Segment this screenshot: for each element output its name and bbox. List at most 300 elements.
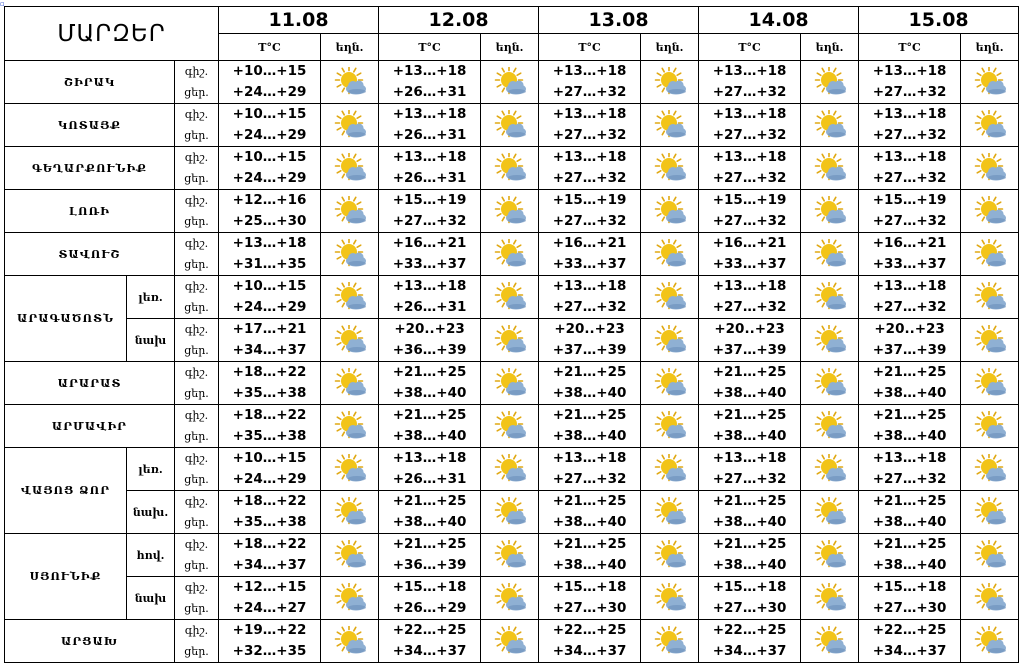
day-temperature: +26…+29 <box>392 600 467 616</box>
night-day-labels <box>175 577 219 620</box>
temperature-cell <box>219 620 321 663</box>
date-header: 11.08 <box>219 7 379 34</box>
temperature-cell <box>539 319 641 362</box>
night-temperature: +13…+18 <box>552 106 627 122</box>
sub-area-label: լեռ. <box>127 276 175 319</box>
night-temperature: +13…+18 <box>392 450 467 466</box>
weather-cell <box>961 319 1019 362</box>
day-temperature: +33…+37 <box>712 256 787 272</box>
day-temperature: +24…+29 <box>232 127 307 143</box>
weather-cell <box>961 405 1019 448</box>
partly-cloudy-sun-icon <box>812 158 848 177</box>
weather-cell <box>481 534 539 577</box>
table-row <box>5 491 1019 534</box>
partly-cloudy-sun-icon <box>332 201 368 220</box>
night-temperature: +13…+18 <box>712 149 787 165</box>
temperature-cell <box>539 491 641 534</box>
night-temperature: +10…+15 <box>232 278 307 294</box>
region-name: ԿՈՏԱՅՔ <box>5 104 175 147</box>
night-temperature: +10…+15 <box>232 63 307 79</box>
night-label: գիշ. <box>184 452 209 465</box>
partly-cloudy-sun-icon <box>652 330 688 349</box>
table-row <box>5 147 1019 190</box>
day-temperature: +36…+39 <box>392 557 467 573</box>
day-temperature: +24…+29 <box>232 84 307 100</box>
day-temperature: +32…+35 <box>232 643 307 659</box>
night-temperature: +18…+22 <box>232 364 307 380</box>
partly-cloudy-sun-icon <box>652 72 688 91</box>
partly-cloudy-sun-icon <box>972 459 1008 478</box>
day-temperature: +27…+32 <box>552 213 627 229</box>
temperature-cell <box>859 362 961 405</box>
night-label: գիշ. <box>184 237 209 250</box>
day-temperature: +26…+31 <box>392 299 467 315</box>
temperature-cell <box>539 147 641 190</box>
night-temperature: +20..+23 <box>714 321 785 337</box>
day-temperature: +27…+30 <box>552 600 627 616</box>
weather-column-header: եղն. <box>481 34 539 61</box>
weather-cell <box>481 190 539 233</box>
day-temperature: +34…+37 <box>232 342 307 358</box>
day-temperature: +27…+32 <box>872 299 947 315</box>
day-temperature: +33…+37 <box>552 256 627 272</box>
partly-cloudy-sun-icon <box>652 502 688 521</box>
temperature-cell <box>379 61 481 104</box>
day-temperature: +38…+40 <box>872 428 947 444</box>
night-temperature: +21…+25 <box>552 536 627 552</box>
day-label: ցեր. <box>184 559 209 572</box>
night-label: գիշ. <box>184 280 209 293</box>
partly-cloudy-sun-icon <box>972 502 1008 521</box>
night-temperature: +13…+18 <box>392 106 467 122</box>
day-temperature: +36…+39 <box>392 342 467 358</box>
weather-cell <box>801 620 859 663</box>
night-day-labels <box>175 104 219 147</box>
weather-cell <box>801 491 859 534</box>
weather-cell <box>481 104 539 147</box>
weather-cell <box>961 104 1019 147</box>
weather-column-header: եղն. <box>641 34 699 61</box>
partly-cloudy-sun-icon <box>332 115 368 134</box>
weather-cell <box>641 448 699 491</box>
partly-cloudy-sun-icon <box>332 158 368 177</box>
partly-cloudy-sun-icon <box>652 201 688 220</box>
night-temperature: +21…+25 <box>392 493 467 509</box>
temperature-cell <box>699 233 801 276</box>
region-name: ԳԵՂԱՐՔՈՒՆԻՔ <box>5 147 175 190</box>
day-temperature: +26…+31 <box>392 471 467 487</box>
day-temperature: +38…+40 <box>872 385 947 401</box>
temperature-cell <box>219 362 321 405</box>
partly-cloudy-sun-icon <box>972 631 1008 650</box>
partly-cloudy-sun-icon <box>972 115 1008 134</box>
partly-cloudy-sun-icon <box>332 588 368 607</box>
temperature-cell <box>219 577 321 620</box>
day-temperature: +27…+32 <box>392 213 467 229</box>
temperature-cell <box>379 147 481 190</box>
night-temperature: +19…+22 <box>232 622 307 638</box>
night-temperature: +10…+15 <box>232 450 307 466</box>
partly-cloudy-sun-icon <box>972 201 1008 220</box>
weather-cell <box>801 534 859 577</box>
temperature-cell <box>699 362 801 405</box>
partly-cloudy-sun-icon <box>812 502 848 521</box>
day-temperature: +33…+37 <box>392 256 467 272</box>
table-row <box>5 104 1019 147</box>
temperature-cell <box>219 534 321 577</box>
temperature-cell <box>379 190 481 233</box>
partly-cloudy-sun-icon <box>652 416 688 435</box>
night-label: գիշ. <box>184 366 209 379</box>
partly-cloudy-sun-icon <box>332 545 368 564</box>
day-label: ցեր. <box>184 430 209 443</box>
temperature-cell <box>219 233 321 276</box>
temperature-cell <box>379 319 481 362</box>
table-row <box>5 190 1019 233</box>
night-temperature: +20..+23 <box>394 321 465 337</box>
temperature-cell <box>539 276 641 319</box>
day-temperature: +38…+40 <box>552 557 627 573</box>
partly-cloudy-sun-icon <box>972 545 1008 564</box>
weather-cell <box>321 276 379 319</box>
sub-area-label: նախ. <box>127 491 175 534</box>
temperature-cell <box>379 620 481 663</box>
table-row <box>5 61 1019 104</box>
temperature-cell <box>219 147 321 190</box>
weather-cell <box>321 448 379 491</box>
weather-cell <box>481 448 539 491</box>
region-name: ԼՈՌԻ <box>5 190 175 233</box>
day-label: ցեր. <box>184 602 209 615</box>
temperature-cell <box>539 233 641 276</box>
night-temperature: +15…+19 <box>872 192 947 208</box>
night-temperature: +15…+19 <box>712 192 787 208</box>
partly-cloudy-sun-icon <box>492 588 528 607</box>
day-label: ցեր. <box>184 129 209 142</box>
night-temperature: +21…+25 <box>552 493 627 509</box>
day-label: ցեր. <box>184 172 209 185</box>
night-day-labels <box>175 534 219 577</box>
night-temperature: +13…+18 <box>712 63 787 79</box>
night-label: գիշ. <box>184 65 209 78</box>
weather-cell <box>961 276 1019 319</box>
night-day-labels <box>175 491 219 534</box>
temperature-cell <box>859 104 961 147</box>
weather-cell <box>321 620 379 663</box>
day-label: ցեր. <box>184 258 209 271</box>
night-temperature: +21…+25 <box>712 364 787 380</box>
table-row <box>5 620 1019 663</box>
day-temperature: +34…+37 <box>392 643 467 659</box>
weather-cell <box>961 491 1019 534</box>
day-label: ցեր. <box>184 645 209 658</box>
partly-cloudy-sun-icon <box>652 158 688 177</box>
region-name: ԱՐԱԳԱԾՈՏՆ <box>5 276 127 362</box>
region-name: ԱՐՑԱԽ <box>5 620 175 663</box>
day-temperature: +27…+32 <box>552 170 627 186</box>
weather-column-header: եղն. <box>801 34 859 61</box>
weather-cell <box>641 276 699 319</box>
weather-cell <box>801 233 859 276</box>
partly-cloudy-sun-icon <box>652 631 688 650</box>
night-temperature: +16…+21 <box>552 235 627 251</box>
night-temperature: +21…+25 <box>712 536 787 552</box>
night-label: գիշ. <box>184 581 209 594</box>
day-temperature: +38…+40 <box>392 514 467 530</box>
night-temperature: +18…+22 <box>232 536 307 552</box>
weather-cell <box>321 319 379 362</box>
night-label: գիշ. <box>184 409 209 422</box>
weather-cell <box>961 362 1019 405</box>
weather-cell <box>961 534 1019 577</box>
partly-cloudy-sun-icon <box>812 631 848 650</box>
partly-cloudy-sun-icon <box>332 244 368 263</box>
partly-cloudy-sun-icon <box>652 588 688 607</box>
temperature-cell <box>699 147 801 190</box>
day-temperature: +38…+40 <box>712 428 787 444</box>
partly-cloudy-sun-icon <box>652 545 688 564</box>
weather-cell <box>641 190 699 233</box>
weather-cell <box>641 620 699 663</box>
sub-area-label: հով. <box>127 534 175 577</box>
weather-cell <box>641 534 699 577</box>
weather-cell <box>321 104 379 147</box>
day-label: ցեր. <box>184 387 209 400</box>
day-temperature: +38…+40 <box>552 385 627 401</box>
weather-cell <box>641 233 699 276</box>
partly-cloudy-sun-icon <box>492 459 528 478</box>
table-row <box>5 319 1019 362</box>
day-temperature: +38…+40 <box>392 428 467 444</box>
day-temperature: +38…+40 <box>712 385 787 401</box>
day-temperature: +27…+32 <box>872 213 947 229</box>
weather-cell <box>321 190 379 233</box>
night-temperature: +13…+18 <box>552 149 627 165</box>
date-header: 13.08 <box>539 7 699 34</box>
night-temperature: +13…+18 <box>392 149 467 165</box>
weather-cell <box>961 61 1019 104</box>
night-temperature: +13…+18 <box>712 450 787 466</box>
temperature-cell <box>699 448 801 491</box>
night-label: գիշ. <box>184 538 209 551</box>
day-temperature: +37…+39 <box>712 342 787 358</box>
temperature-cell <box>379 534 481 577</box>
temperature-cell <box>539 190 641 233</box>
temperature-cell <box>539 577 641 620</box>
day-temperature: +27…+32 <box>552 299 627 315</box>
partly-cloudy-sun-icon <box>812 201 848 220</box>
day-label: ցեր. <box>184 473 209 486</box>
temperature-cell <box>859 405 961 448</box>
day-temperature: +34…+37 <box>232 557 307 573</box>
day-temperature: +27…+32 <box>552 127 627 143</box>
weather-cell <box>321 577 379 620</box>
night-label: գիշ. <box>184 194 209 207</box>
weather-cell <box>481 491 539 534</box>
temperature-cell <box>219 491 321 534</box>
table-row <box>5 276 1019 319</box>
temperature-cell <box>379 491 481 534</box>
night-temperature: +13…+18 <box>552 63 627 79</box>
day-temperature: +33…+37 <box>872 256 947 272</box>
day-temperature: +27…+30 <box>712 600 787 616</box>
night-day-labels <box>175 233 219 276</box>
temperature-cell <box>379 362 481 405</box>
day-temperature: +24…+29 <box>232 170 307 186</box>
weather-cell <box>481 147 539 190</box>
partly-cloudy-sun-icon <box>492 244 528 263</box>
partly-cloudy-sun-icon <box>332 330 368 349</box>
day-temperature: +38…+40 <box>552 514 627 530</box>
weather-cell <box>321 147 379 190</box>
day-label: ցեր. <box>184 301 209 314</box>
table-row <box>5 534 1019 577</box>
partly-cloudy-sun-icon <box>812 115 848 134</box>
temperature-cell <box>379 448 481 491</box>
temperature-cell <box>539 362 641 405</box>
region-name: ԱՐԱՐԱՏ <box>5 362 175 405</box>
weather-cell <box>481 362 539 405</box>
night-temperature: +21…+25 <box>872 536 947 552</box>
temperature-cell <box>699 405 801 448</box>
weather-cell <box>481 405 539 448</box>
day-temperature: +24…+29 <box>232 299 307 315</box>
day-temperature: +27…+32 <box>872 127 947 143</box>
day-label: ցեր. <box>184 86 209 99</box>
sub-area-label: լեռ. <box>127 448 175 491</box>
day-temperature: +35…+38 <box>232 385 307 401</box>
partly-cloudy-sun-icon <box>332 287 368 306</box>
night-temperature: +21…+25 <box>392 536 467 552</box>
day-temperature: +27…+32 <box>552 471 627 487</box>
night-label: գիշ. <box>184 323 209 336</box>
night-temperature: +13…+18 <box>712 278 787 294</box>
partly-cloudy-sun-icon <box>812 545 848 564</box>
day-temperature: +38…+40 <box>712 557 787 573</box>
partly-cloudy-sun-icon <box>332 459 368 478</box>
day-temperature: +26…+31 <box>392 84 467 100</box>
night-temperature: +21…+25 <box>392 407 467 423</box>
day-temperature: +26…+31 <box>392 170 467 186</box>
weather-cell <box>801 276 859 319</box>
temperature-cell <box>539 104 641 147</box>
partly-cloudy-sun-icon <box>492 545 528 564</box>
partly-cloudy-sun-icon <box>492 158 528 177</box>
weather-cell <box>641 405 699 448</box>
night-temperature: +18…+22 <box>232 493 307 509</box>
night-temperature: +21…+25 <box>872 364 947 380</box>
day-temperature: +27…+32 <box>712 299 787 315</box>
partly-cloudy-sun-icon <box>492 72 528 91</box>
night-day-labels <box>175 147 219 190</box>
night-label: գիշ. <box>184 108 209 121</box>
night-temperature: +13…+18 <box>232 235 307 251</box>
day-label: ցեր. <box>184 215 209 228</box>
weather-cell <box>801 577 859 620</box>
temperature-cell <box>539 620 641 663</box>
partly-cloudy-sun-icon <box>492 631 528 650</box>
temperature-cell <box>859 190 961 233</box>
temperature-cell <box>699 491 801 534</box>
day-temperature: +27…+32 <box>712 127 787 143</box>
weather-cell <box>801 319 859 362</box>
corner-mark: ▫ <box>0 0 5 8</box>
night-temperature: +18…+22 <box>232 407 307 423</box>
day-temperature: +25…+30 <box>232 213 307 229</box>
night-temperature: +21…+25 <box>872 407 947 423</box>
weather-cell <box>481 577 539 620</box>
weather-column-header: եղն. <box>321 34 379 61</box>
weather-cell <box>481 620 539 663</box>
day-temperature: +38…+40 <box>552 428 627 444</box>
partly-cloudy-sun-icon <box>652 459 688 478</box>
temperature-cell <box>379 577 481 620</box>
temperature-column-header: T°C <box>219 34 321 61</box>
partly-cloudy-sun-icon <box>492 287 528 306</box>
night-temperature: +16…+21 <box>392 235 467 251</box>
temperature-cell <box>859 276 961 319</box>
day-temperature: +26…+31 <box>392 127 467 143</box>
day-temperature: +37…+39 <box>552 342 627 358</box>
temperature-column-header: T°C <box>379 34 481 61</box>
partly-cloudy-sun-icon <box>652 373 688 392</box>
night-temperature: +13…+18 <box>872 450 947 466</box>
temperature-cell <box>859 147 961 190</box>
night-label: գիշ. <box>184 624 209 637</box>
night-temperature: +13…+18 <box>392 63 467 79</box>
table-row <box>5 362 1019 405</box>
weather-cell <box>321 61 379 104</box>
weather-cell <box>321 405 379 448</box>
night-temperature: +22…+25 <box>872 622 947 638</box>
day-temperature: +27…+32 <box>712 471 787 487</box>
weather-column-header: եղն. <box>961 34 1019 61</box>
partly-cloudy-sun-icon <box>492 201 528 220</box>
temperature-cell <box>379 276 481 319</box>
partly-cloudy-sun-icon <box>652 244 688 263</box>
temperature-cell <box>859 61 961 104</box>
night-day-labels <box>175 620 219 663</box>
temperature-cell <box>379 104 481 147</box>
partly-cloudy-sun-icon <box>972 373 1008 392</box>
night-temperature: +13…+18 <box>872 63 947 79</box>
night-temperature: +13…+18 <box>552 450 627 466</box>
date-header: 15.08 <box>859 7 1019 34</box>
partly-cloudy-sun-icon <box>332 631 368 650</box>
partly-cloudy-sun-icon <box>972 287 1008 306</box>
partly-cloudy-sun-icon <box>972 588 1008 607</box>
night-temperature: +15…+18 <box>872 579 947 595</box>
night-temperature: +17…+21 <box>232 321 307 337</box>
night-label: գիշ. <box>184 151 209 164</box>
partly-cloudy-sun-icon <box>812 416 848 435</box>
day-temperature: +34…+37 <box>712 643 787 659</box>
weather-cell <box>481 61 539 104</box>
temperature-cell <box>379 233 481 276</box>
weather-cell <box>481 233 539 276</box>
partly-cloudy-sun-icon <box>972 158 1008 177</box>
temperature-cell <box>219 104 321 147</box>
weather-cell <box>321 233 379 276</box>
night-temperature: +10…+15 <box>232 106 307 122</box>
weather-cell <box>801 190 859 233</box>
temperature-cell <box>859 534 961 577</box>
night-temperature: +20..+23 <box>874 321 945 337</box>
temperature-cell <box>699 534 801 577</box>
weather-cell <box>321 362 379 405</box>
day-temperature: +38…+40 <box>392 385 467 401</box>
weather-cell <box>641 104 699 147</box>
